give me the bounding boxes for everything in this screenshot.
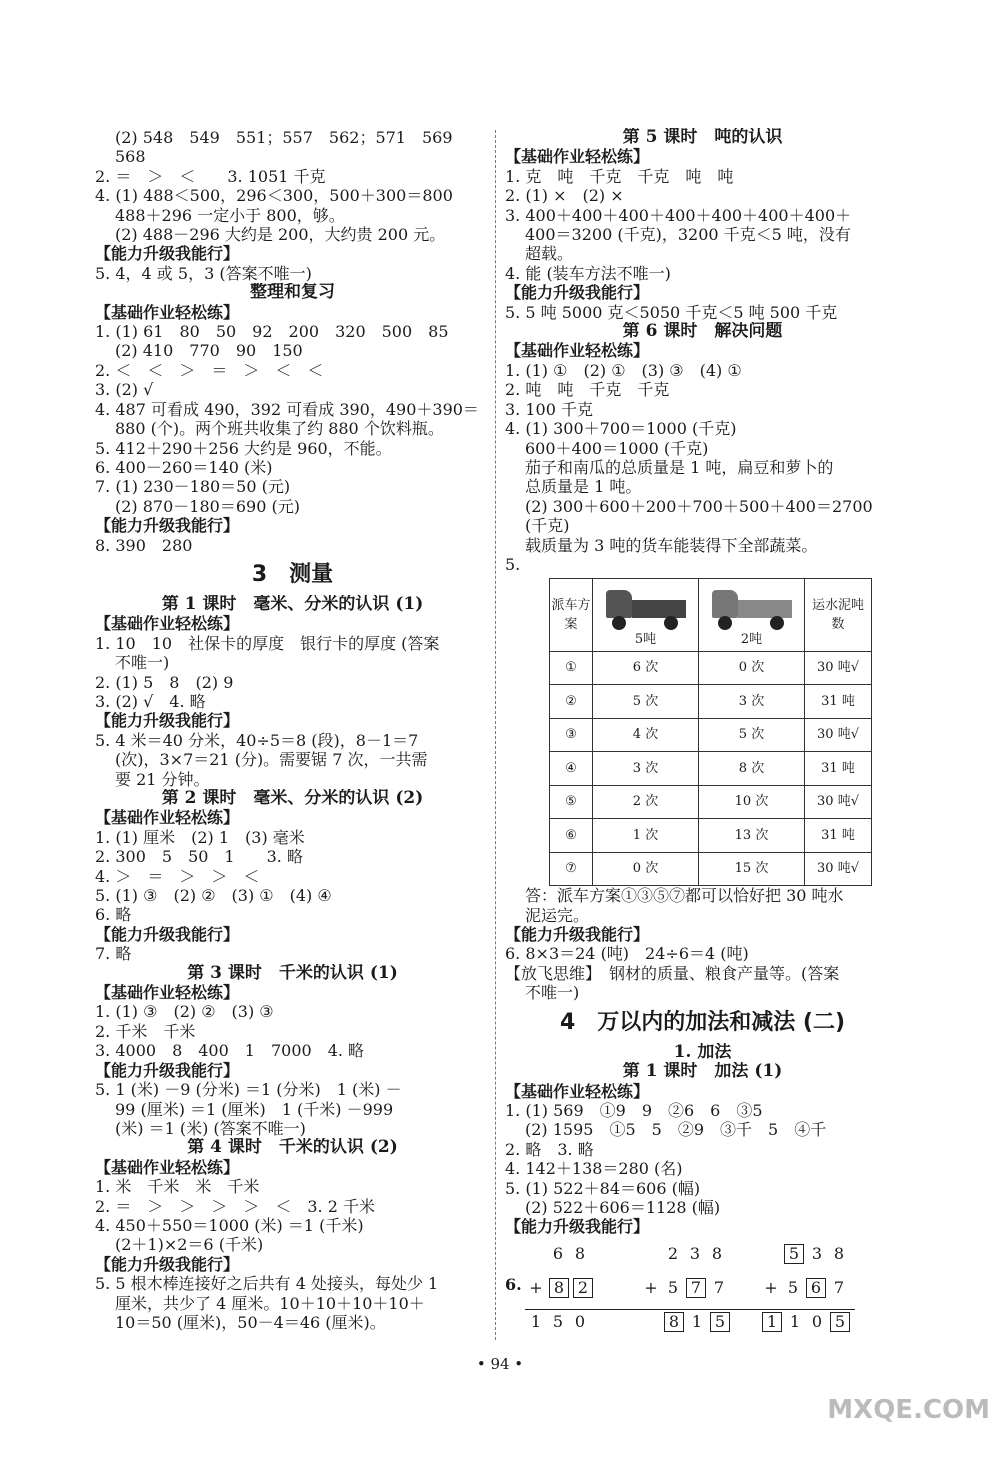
table-row [550, 852, 872, 886]
answer-line: (千克) [525, 516, 570, 536]
truck-capacity-label: 2吨 [740, 632, 763, 648]
table-cell: 1 次 [593, 819, 699, 853]
answer-line: 5. [505, 554, 521, 574]
table-cell: 30 吨√ [805, 852, 872, 886]
answer-line: 8. 390 280 [95, 535, 193, 555]
truck-capacity-label: 5吨 [634, 632, 657, 648]
answer-line: 6. 略 [95, 905, 132, 925]
answer-line: 1. (1) ① (2) ① (3) ③ (4) ① [505, 360, 742, 380]
answer-line: (2) 488－296 大约是 200，大约贵 200 元。 [115, 225, 446, 245]
table-cell: 0 次 [593, 852, 699, 886]
section-heading: 【能力升级我能行】 [95, 1254, 240, 1274]
answer-line: 99 (厘米) ＝1 (厘米) 1 (千米) －999 [115, 1099, 394, 1119]
table-row [550, 718, 872, 752]
section-heading: 【能力升级我能行】 [505, 1217, 650, 1237]
answer-line: 488＋296 一定小于 800，够。 [115, 205, 345, 225]
answer-line: (2) 410 770 90 150 [115, 341, 303, 361]
answer-line: 4. 450＋550＝1000 (米) ＝1 (千米) [95, 1215, 364, 1235]
digit: 1 [789, 1311, 801, 1331]
answer-line: 载质量为 3 吨的货车能装得下全部蔬菜。 [525, 535, 818, 555]
boxed-digit: 7 [686, 1278, 706, 1298]
table-cell: ③ [550, 718, 593, 752]
table-header-cell: 运水泥吨数 [805, 579, 872, 651]
answer-line: 5. 5 吨 5000 克＜5050 千克＜5 吨 500 千克 [505, 302, 838, 322]
table-cell: ④ [550, 752, 593, 786]
answer-line: 2. (1) 5 8 (2) 9 [95, 672, 234, 692]
column-divider [495, 130, 496, 1340]
lesson-title: 第 2 课时 毫米、分米的认识 (2) [161, 789, 424, 808]
table-cell: 2 次 [593, 785, 699, 819]
section-heading: 【基础作业轻松练】 [505, 341, 650, 361]
answer-line: (2) 522＋606＝1128 (幅) [525, 1197, 721, 1217]
digit: 2 [667, 1243, 679, 1263]
table-cell: 4 次 [593, 718, 699, 752]
answer-line: 5. 1 (米) －9 (分米) ＝1 (分米) 1 (米) － [95, 1080, 402, 1100]
answer-line: 2. 300 5 50 1 3. 略 [95, 847, 303, 867]
table-cell: 30 吨√ [805, 718, 872, 752]
digit: 8 [574, 1243, 586, 1263]
answer-line: 5. 5 根木棒连接好之后共有 4 处接头，每处少 1 [95, 1274, 439, 1294]
left-column [95, 128, 490, 1332]
answer-line: 1. (1) 61 80 50 92 200 320 500 85 [95, 322, 449, 342]
plus-sign: + [764, 1277, 778, 1297]
table-row [550, 819, 872, 853]
vertical-addition [505, 1237, 900, 1357]
lesson-title: 第 1 课时 毫米、分米的认识 (1) [161, 594, 424, 614]
answer-line: (2) 870－180＝690 (元) [115, 496, 300, 516]
digit: 7 [833, 1277, 845, 1297]
table-row [550, 651, 872, 685]
answer-line: (2＋1)×2＝6 (千米) [115, 1235, 264, 1255]
section-heading: 【基础作业轻松练】 [505, 147, 650, 167]
table-cell: 3 次 [593, 752, 699, 786]
answer-line: 泥运完。 [525, 905, 590, 925]
boxed-digit: 1 [762, 1312, 782, 1332]
table-row [550, 785, 872, 819]
answer-line: 1. (1) 厘米 (2) 1 (3) 毫米 [95, 827, 305, 847]
boxed-digit: 5 [784, 1244, 804, 1264]
table-header-row [550, 579, 872, 651]
table-cell: ⑤ [550, 785, 593, 819]
chapter-title: 4 万以内的加法和减法 (二) [559, 1009, 846, 1035]
table-cell: 10 次 [699, 785, 805, 819]
answer-line: 5. (1) ③ (2) ② (3) ① (4) ④ [95, 886, 332, 906]
table-cell: 5 次 [593, 685, 699, 719]
answer-line: 4. 487 可看成 490，392 可看成 390，490＋390＝ [95, 399, 479, 419]
table-row [550, 685, 872, 719]
sum-line [525, 1309, 855, 1310]
boxed-digit: 5 [710, 1312, 730, 1332]
table-cell: 3 次 [699, 685, 805, 719]
vertical-problem-2 [640, 1237, 760, 1339]
lesson-title: 第 6 课时 解决问题 [622, 322, 783, 342]
boxed-digit: 2 [573, 1278, 593, 1298]
answer-line: 茄子和南瓜的总质量是 1 吨，扁豆和萝卜的 [525, 457, 834, 477]
lesson-title: 第 4 课时 千米的认识 (2) [187, 1138, 398, 1158]
answer-line: 2. 略 3. 略 [505, 1139, 594, 1159]
digit: 5 [787, 1277, 799, 1297]
answer-line: 1. (1) 569 ①9 9 ②6 6 ③5 [505, 1100, 763, 1120]
lesson-title: 第 1 课时 加法 (1) [622, 1062, 783, 1082]
big-truck-icon [602, 584, 690, 628]
section-heading: 【能力升级我能行】 [95, 924, 240, 944]
digit: 5 [552, 1311, 564, 1331]
vertical-problem-1 [525, 1237, 645, 1339]
answer-line: 2. (1) × (2) × [505, 186, 624, 206]
chapter-title: 3 测量 [251, 561, 334, 587]
boxed-digit: 5 [830, 1312, 850, 1332]
section-heading: 【能力升级我能行】 [505, 283, 650, 303]
answer-line: 【放飞思维】 钢材的质量、粮食产量等。(答案 [505, 963, 840, 983]
page-number: • 94 • [476, 1355, 524, 1373]
digit: 8 [711, 1243, 723, 1263]
answer-line: 6. 400－260＝140 (米) [95, 457, 273, 477]
table-cell: 8 次 [699, 752, 805, 786]
answer-line: 568 [115, 147, 146, 167]
answer-line: 1. 10 10 社保卡的厚度 银行卡的厚度 (答案 [95, 633, 440, 653]
answer-line: 6. 8×3＝24 (吨) 24÷6＝4 (吨) [505, 944, 749, 964]
answer-line: 2. 千米 千米 [95, 1021, 196, 1041]
section-heading: 【基础作业轻松练】 [95, 1157, 240, 1177]
table-cell: ⑦ [550, 852, 593, 886]
table-cell: 6 次 [593, 651, 699, 685]
answer-line: 3. 100 千克 [505, 399, 593, 419]
section-heading: 【基础作业轻松练】 [95, 614, 240, 634]
answer-line: 3. (2) √ 4. 略 [95, 691, 206, 711]
digit: 3 [689, 1243, 701, 1263]
table-cell: 0 次 [699, 651, 805, 685]
vertical-problem-3 [760, 1237, 880, 1339]
answer-line: 2. 吨 吨 千克 千克 [505, 380, 670, 400]
digit: 0 [574, 1311, 586, 1331]
answer-line: 总质量是 1 吨。 [525, 477, 642, 497]
dispatch-plan-table [549, 578, 872, 886]
table-row [550, 752, 872, 786]
digit: 3 [811, 1243, 823, 1263]
table-header-cell [593, 579, 699, 651]
answer-line: 5. (1) 522＋84＝606 (幅) [505, 1178, 701, 1198]
answer-line: 不唯一) [115, 653, 170, 673]
answer-line: 2. ＝ ＞ ＜ 3. 1051 千克 [95, 166, 326, 186]
problem-number: 6. [505, 1274, 522, 1294]
table-cell: ② [550, 685, 593, 719]
table-cell: ① [550, 651, 593, 685]
answer-line: 不唯一) [525, 983, 580, 1003]
small-truck-icon [708, 584, 796, 628]
lesson-title: 第 5 课时 吨的认识 [622, 128, 783, 147]
boxed-digit: 8 [549, 1278, 569, 1298]
table-cell: 30 吨√ [805, 651, 872, 685]
digit: 0 [811, 1311, 823, 1331]
answer-line: 5. 4 米＝40 分米，40÷5＝8 (段)，8－1＝7 [95, 730, 419, 750]
table-header-cell [699, 579, 805, 651]
digit: 1 [530, 1311, 542, 1331]
answer-line: 7. (1) 230－180＝50 (元) [95, 477, 291, 497]
answer-line: 10＝50 (厘米)，50－4＝46 (厘米)。 [115, 1312, 386, 1332]
section-heading: 【能力升级我能行】 [505, 925, 650, 945]
answer-line: 880 (个)。两个班共收集了约 880 个饮料瓶。 [115, 419, 444, 439]
section-heading: 【基础作业轻松练】 [505, 1081, 650, 1101]
answer-line: 2. ＜ ＜ ＞ ＝ ＞ ＜ ＜ [95, 360, 324, 380]
table-cell: 5 次 [699, 718, 805, 752]
answer-line: 4. 142＋138＝280 (名) [505, 1159, 683, 1179]
section-heading: 【基础作业轻松练】 [95, 983, 240, 1003]
answer-line: 4. (1) 488＜500，296＜300，500＋300＝800 [95, 186, 453, 206]
table-cell: 13 次 [699, 819, 805, 853]
answer-line: (2) 548 549 551；557 562；571 569 [115, 128, 453, 147]
answer-line: (次)，3×7＝21 (分)。需要锯 7 次，一共需 [115, 750, 428, 770]
digit: 5 [667, 1277, 679, 1297]
answer-line: 5. 412＋290＋256 大约是 960，不能。 [95, 438, 392, 458]
answer-line: 要 21 分钟。 [115, 769, 210, 789]
answer-line: (米) ＝1 (米) (答案不唯一) [115, 1118, 306, 1138]
section-heading: 【基础作业轻松练】 [95, 302, 240, 322]
plus-sign: + [644, 1277, 658, 1297]
digit: 8 [833, 1243, 845, 1263]
answer-line: 4. 能 (装车方法不唯一) [505, 263, 671, 283]
table-cell: ⑥ [550, 819, 593, 853]
right-column [505, 128, 900, 1357]
answer-line: 3. (2) √ [95, 380, 154, 400]
answer-line: 400＝3200 (千克)，3200 千克＜5 吨，没有 [525, 225, 851, 245]
section-heading: 【能力升级我能行】 [95, 244, 240, 264]
section-heading: 【能力升级我能行】 [95, 1060, 240, 1080]
answer-line: 4. ＞ ＝ ＞ ＞ ＜ [95, 866, 260, 886]
lesson-title: 第 3 课时 千米的认识 (1) [187, 963, 398, 983]
digit: 7 [713, 1277, 725, 1297]
section-title: 1. 加法 [673, 1042, 732, 1062]
digit: 1 [691, 1311, 703, 1331]
table-cell: 31 吨 [805, 685, 872, 719]
boxed-digit: 6 [806, 1278, 826, 1298]
answer-line: 1. 克 吨 千克 千克 吨 吨 [505, 166, 734, 186]
answer-line: 1. 米 千米 米 千米 [95, 1177, 260, 1197]
section-heading: 【能力升级我能行】 [95, 711, 240, 731]
boxed-digit: 8 [664, 1312, 684, 1332]
table-cell: 31 吨 [805, 819, 872, 853]
answer-line: 7. 略 [95, 944, 132, 964]
answer-line: 5. 4，4 或 5，3 (答案不唯一) [95, 263, 312, 283]
section-heading: 【能力升级我能行】 [95, 516, 240, 536]
table-cell: 31 吨 [805, 752, 872, 786]
table-header-cell: 派车方案 [550, 579, 593, 651]
answer-line: (2) 1595 ①5 5 ②9 ③千 5 ④千 [525, 1120, 827, 1140]
answer-line: 1. (1) ③ (2) ② (3) ③ [95, 1002, 274, 1022]
table-cell: 15 次 [699, 852, 805, 886]
table-cell: 30 吨√ [805, 785, 872, 819]
digit: 6 [552, 1243, 564, 1263]
answer-line: 超载。 [525, 244, 574, 264]
answer-line: 2. ＝ ＞ ＞ ＞ ＞ ＜ 3. 2 千米 [95, 1196, 375, 1216]
answer-line: 答：派车方案①③⑤⑦都可以恰好把 30 吨水 [525, 886, 844, 906]
section-heading: 【基础作业轻松练】 [95, 808, 240, 828]
answer-line: 厘米，共少了 4 厘米。10＋10＋10＋10＋ [115, 1293, 425, 1313]
answer-line: 4. (1) 300＋700＝1000 (千克) [505, 419, 737, 439]
answer-line: 3. 4000 8 400 1 7000 4. 略 [95, 1041, 365, 1061]
answer-line: (2) 300＋600＋200＋700＋500＋400＝2700 [525, 496, 873, 516]
site-watermark: MXQE.COM [827, 1395, 990, 1425]
answer-line: 3. 400＋400＋400＋400＋400＋400＋400＋ [505, 205, 852, 225]
answer-line: 600＋400＝1000 (千克) [525, 438, 709, 458]
plus-sign: + [529, 1277, 543, 1297]
section-title: 整理和复习 [250, 283, 335, 303]
